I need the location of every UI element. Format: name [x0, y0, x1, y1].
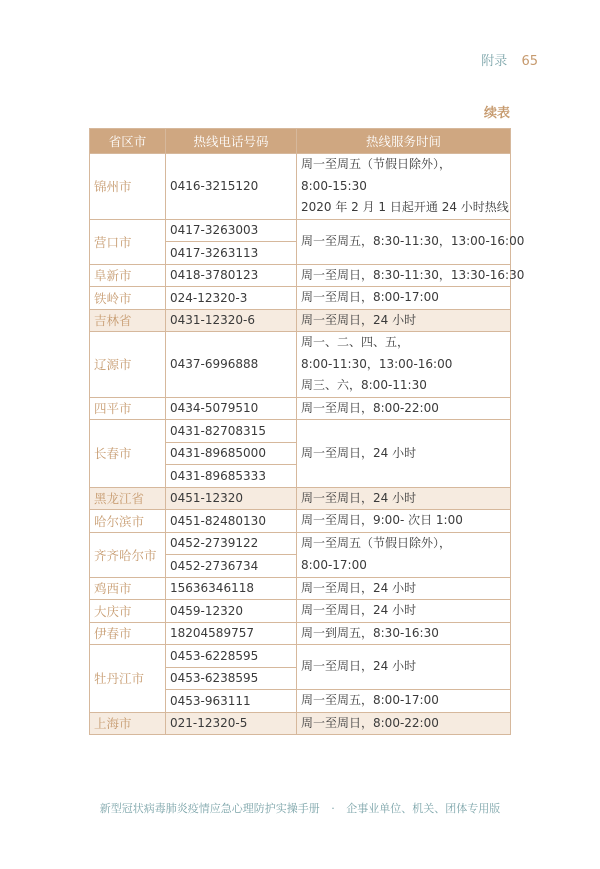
phone-cell: 0416-3215120 [166, 154, 297, 220]
hotline-table [89, 128, 525, 735]
hours-cell [297, 487, 511, 510]
hours-cell [297, 532, 511, 577]
hours-cell [297, 622, 511, 645]
hours-line: 周一至周日，24 小时 [301, 603, 417, 617]
phone-cell: 0431-89685000 [166, 442, 297, 465]
phone-cell: 0453-6238595 [166, 667, 297, 690]
region-cell: 鸡西市 [90, 577, 166, 600]
column-header-phone: 热线电话号码 [166, 129, 297, 154]
hours-line: 8:00-11:30，13:00-16:00 [301, 356, 453, 371]
table-row [90, 487, 511, 510]
hours-cell [297, 645, 511, 690]
hours-cell [297, 264, 525, 287]
region-cell: 哈尔滨市 [90, 510, 166, 533]
phone-cell: 0431-12320-6 [166, 309, 297, 332]
table-row [90, 264, 511, 287]
hours-line: 周一至周日，24 小时 [301, 312, 417, 327]
region-cell: 牡丹江市 [90, 645, 166, 713]
table-row [90, 287, 511, 310]
table-row [90, 510, 511, 533]
continued-label: 续表 [483, 106, 510, 121]
hotline-table-container [89, 128, 525, 735]
region-cell: 锦州市 [90, 154, 166, 220]
region-cell: 铁岭市 [90, 287, 166, 310]
appendix-label: 附录 [481, 54, 508, 69]
phone-cell: 0459-12320 [166, 600, 297, 623]
hours-line: 周一至周日，24 小时 [301, 580, 417, 595]
region-cell: 齐齐哈尔市 [90, 532, 166, 577]
hours-cell [297, 510, 511, 533]
hours-line: 周三、六，8:00-11:30 [301, 378, 427, 392]
hours-cell [297, 154, 511, 220]
region-cell: 大庆市 [90, 600, 166, 623]
hours-line: 周一至周日，8:00-22:00 [301, 715, 439, 730]
hours-line: 周一至周日，24 小时 [301, 445, 417, 460]
phone-cell: 024-12320-3 [166, 287, 297, 310]
hours-cell [297, 332, 511, 398]
phone-cell: 0434-5079510 [166, 397, 297, 420]
book-title: 新型冠状病毒肺炎疫情应急心理防护实操手册 [99, 802, 320, 815]
table-row [90, 577, 511, 600]
table-row [90, 154, 511, 220]
phone-cell: 15636346118 [166, 577, 297, 600]
region-cell: 辽源市 [90, 332, 166, 398]
phone-cell: 0451-82480130 [166, 510, 297, 533]
table-body [90, 154, 525, 735]
region-cell: 长春市 [90, 420, 166, 488]
footer-separator: · [331, 802, 335, 815]
region-cell: 营口市 [90, 219, 166, 264]
page-footer [0, 800, 600, 816]
region-cell: 阜新市 [90, 264, 166, 287]
hours-cell [297, 219, 525, 264]
hours-line: 周一至周日，24 小时 [301, 659, 417, 674]
hours-line: 周一至周日，8:30-11:30，13:30-16:30 [301, 267, 525, 282]
phone-cell: 0437-6996888 [166, 332, 297, 398]
phone-cell: 0452-2736734 [166, 555, 297, 578]
table-row [90, 397, 511, 420]
hours-line: 2020 年 2 月 1 日起开通 24 小时热线 [301, 200, 509, 214]
table-row [90, 712, 511, 735]
hours-line: 周一至周日，24 小时 [301, 490, 417, 505]
hours-cell [297, 397, 511, 420]
hours-line: 周一至周五（节假日除外）， [301, 536, 452, 550]
hours-cell [297, 309, 511, 332]
table-row [90, 645, 511, 668]
table-row [90, 309, 511, 332]
region-cell: 伊春市 [90, 622, 166, 645]
region-cell: 黑龙江省 [90, 487, 166, 510]
edition-label: 企事业单位、机关、团体专用版 [346, 802, 501, 815]
hours-cell [297, 712, 511, 735]
region-cell: 四平市 [90, 397, 166, 420]
phone-cell: 18204589757 [166, 622, 297, 645]
phone-cell: 0453-6228595 [166, 645, 297, 668]
hours-line: 8:00-15:30 [301, 178, 367, 193]
hours-line: 周一、二、四、五， [301, 335, 410, 349]
phone-cell: 0417-3263003 [166, 219, 297, 242]
hours-cell [297, 420, 511, 488]
phone-cell: 0431-82708315 [166, 420, 297, 443]
phone-cell: 0431-89685333 [166, 465, 297, 488]
page-header [481, 50, 538, 69]
hours-cell [297, 577, 511, 600]
hours-cell [297, 690, 511, 713]
column-header-region: 省区市 [90, 129, 166, 154]
hours-line: 周一至周日，8:00-17:00 [301, 290, 439, 304]
hours-line: 周一至周五，8:30-11:30，13:00-16:00 [301, 233, 525, 248]
hours-line: 周一至周日，8:00-22:00 [301, 400, 439, 415]
phone-cell: 021-12320-5 [166, 712, 297, 735]
table-row [90, 622, 511, 645]
region-cell: 吉林省 [90, 309, 166, 332]
phone-cell: 0453-963111 [166, 690, 297, 713]
phone-cell: 0418-3780123 [166, 264, 297, 287]
region-cell: 上海市 [90, 712, 166, 735]
phone-cell: 0451-12320 [166, 487, 297, 510]
table-row [90, 532, 511, 555]
hours-line: 周一至周五（节假日除外）， [301, 157, 452, 171]
hours-line: 周一到周五，8:30-16:30 [301, 625, 439, 640]
table-row [90, 219, 511, 242]
page-number: 65 [521, 54, 538, 69]
column-header-hours: 热线服务时间 [297, 129, 511, 154]
hours-cell [297, 600, 511, 623]
phone-cell: 0452-2739122 [166, 532, 297, 555]
table-row [90, 332, 511, 398]
phone-cell: 0417-3263113 [166, 242, 297, 265]
table-row [90, 420, 511, 443]
hours-line: 周一至周五，8:00-17:00 [301, 693, 439, 707]
table-header-row [90, 129, 511, 154]
table-row [90, 600, 511, 623]
hours-cell [297, 287, 511, 310]
hours-line: 周一至周日，9:00- 次日 1:00 [301, 513, 463, 527]
hours-line: 8:00-17:00 [301, 557, 367, 572]
